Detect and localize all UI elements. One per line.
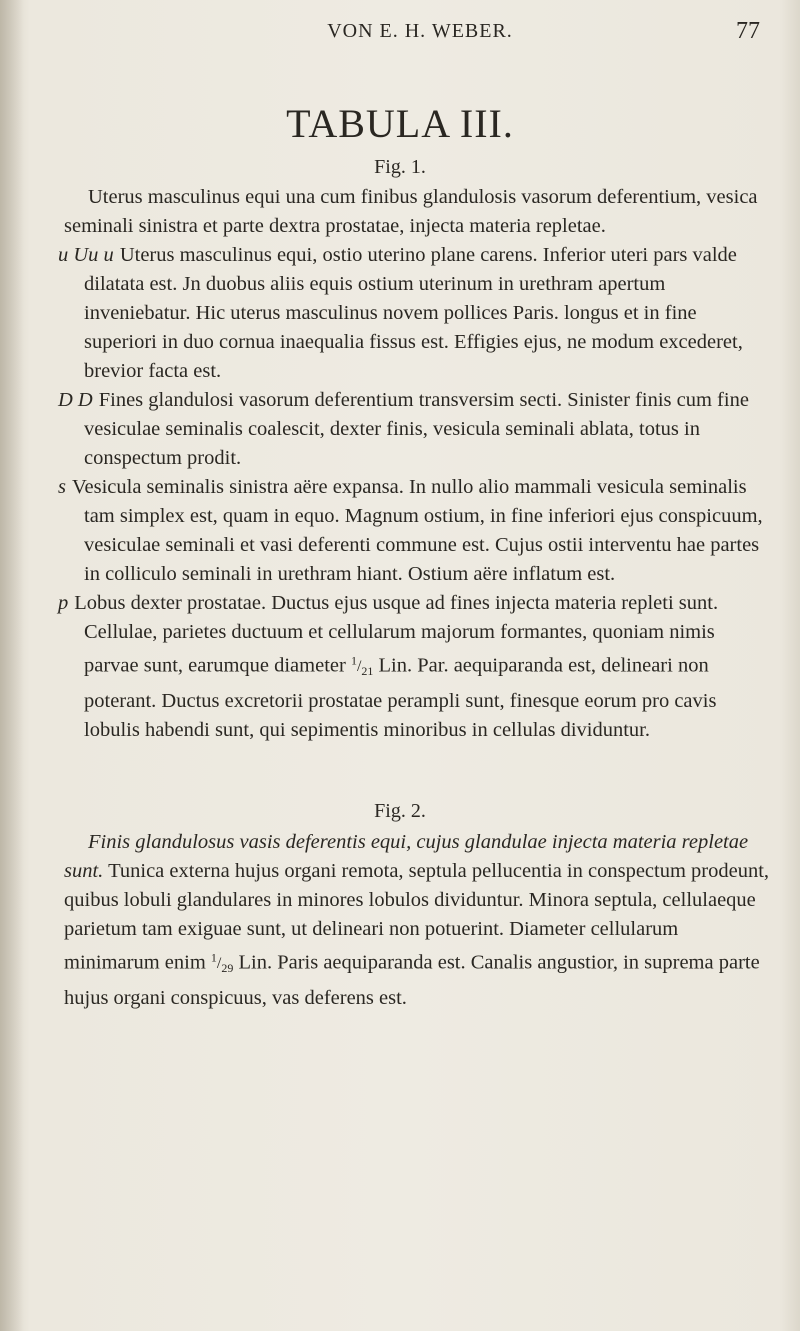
entry-text: Fines glandulosi vasorum deferentium transversim secti. Sinister finis cum fine vesiculae seminalis coalescit, dexter finis, vesicula seminali ablata, totus in conspectum prodit. (84, 389, 749, 469)
running-head (0, 18, 800, 48)
entry-key: u Uu u (58, 244, 114, 266)
entry-text: Vesicula seminalis sinistra aëre expansa. In nullo alio mammali vesicula seminalis tam simplex est, quam in equo. Magnum ostium, in fine inferiori ejus conspicuum, vesiculae seminali et vasi deferenti commune est. Cujus ostii interventu hae partes in colliculo seminali in urethram hiant. Ostium aëre inflatum est. (71, 476, 763, 585)
fig2-body (0, 828, 800, 1013)
fig1-entry-p (0, 589, 800, 745)
fig1-entry-d (0, 386, 800, 473)
entry-text: Lin. Par. aequiparanda est, delineari non poterant. Ductus excretorii prostatae perampli sunt, finesque eorum pro cavis lobulis habendi sunt, qui sepimentis minoribus in cellulas dividuntur. (84, 654, 717, 741)
fig2-label: Fig. 2. (374, 800, 426, 822)
entry-key: p (58, 592, 69, 614)
fig2-text: Tunica externa hujus organi remota, septula pellucentia in conspectum prodeunt, quibus lobuli glandulares in minores lobulos dividuntur. Minora septula, cellulaeque parietum tam exiguae sunt, ut delineari non potuerint. Diameter cellularum minimarum enim (64, 860, 770, 974)
entry-key: D D (58, 389, 93, 411)
entry-text: Lobus dexter prostatae. Ductus ejus usque ad fines injecta materia repleti sunt. Cellulae, parietes ductuum et cellularum majorum formantes, quoniam nimis parvae sunt, earumque diameter (74, 592, 719, 677)
fig1-entry-s (0, 473, 800, 589)
entry-key: s (58, 476, 66, 498)
entry-text: Uterus masculinus equi, ostio uterino plane carens. Inferior uteri pars valde dilatata est. Jn duobus aliis equis ostium uterinum in urethram apertum inveniebatur. Hic uterus masculinus novem pollices Paris. longus et in fine superiori in duo cornua inaequalia fissus est. Effigies ejus, ne modum excederet, brevior facta est. (84, 244, 743, 382)
fraction: $^1/_{29}$ (210, 951, 234, 976)
fig1-body (0, 183, 800, 745)
page-number: 77 (736, 18, 760, 44)
running-title: VON E. H. WEBER. (327, 20, 513, 42)
fig2-italic-lead: Finis glandulosus vasis deferentis equi, cujus glandulae injecta materia repletae sunt. (64, 831, 749, 882)
fig1-intro: Uterus masculinus equi una cum finibus glandulosis vasorum deferentium, vesica seminali sinistra et parte dextra prostatae, injecta materia repletae. (64, 186, 758, 237)
fig2-text: Lin. Paris aequiparanda est. Canalis angustior, in suprema parte hujus organi conspicuus, vas deferens est. (64, 951, 760, 1009)
fig2-paragraph (0, 828, 800, 1013)
fig1-entry-u (0, 241, 800, 386)
fig1-label: Fig. 1. (374, 156, 426, 178)
plate-title: TABULA III. (286, 101, 514, 146)
fraction: $^1/_{21}$ (350, 654, 374, 679)
